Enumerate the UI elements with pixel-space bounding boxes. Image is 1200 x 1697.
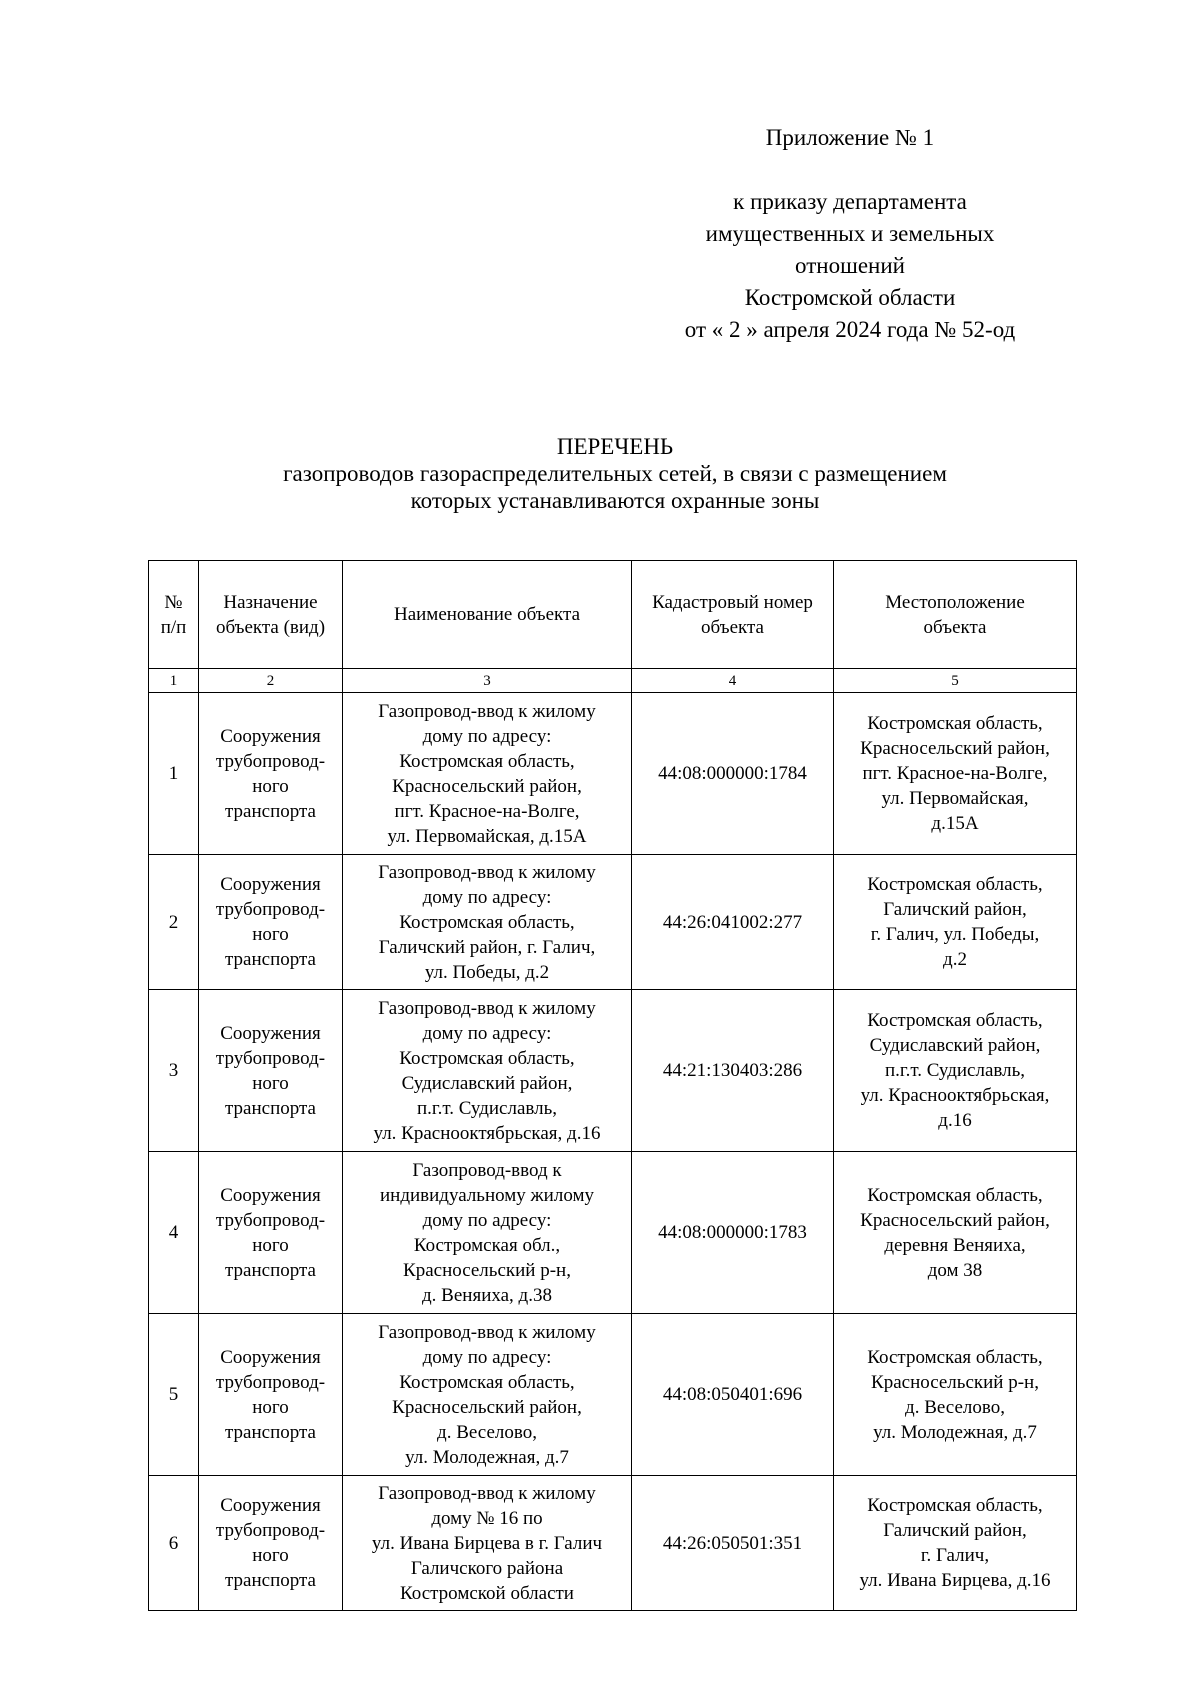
cell-line: Сооружения (220, 1184, 321, 1206)
row-number: 1 (149, 693, 199, 855)
cell-line: п.г.т. Судиславль, (417, 1097, 557, 1119)
header-line: объекта (701, 616, 764, 638)
cell-line: Газопровод-ввод к жилому (378, 1321, 596, 1343)
column-number: 1 (149, 669, 199, 693)
cell-line: Галичский район, (883, 1520, 1027, 1541)
cell-line: Газопровод-ввод к (412, 1159, 562, 1181)
cadastral-number: 44:08:000000:1784 (632, 693, 834, 855)
cell-line: Костромская область, (399, 1371, 575, 1393)
cell-line: п.г.т. Судиславль, (885, 1060, 1025, 1081)
appendix-line: к приказу департамента (733, 189, 967, 214)
cell-line: ул. Победы, д.2 (424, 961, 550, 983)
column-number: 2 (199, 669, 343, 693)
cell-line: ул. Первомайская, д.15А (387, 825, 587, 847)
object-name (343, 1152, 632, 1314)
header-purpose (199, 561, 343, 669)
cell-line: Красносельский район, (392, 775, 582, 797)
cadastral-number: 44:21:130403:286 (632, 990, 834, 1152)
cell-line: Сооружения (220, 1346, 321, 1368)
document-title: ПЕРЕЧЕНЬ (556, 434, 674, 459)
cell-line: Газопровод-ввод к жилому (378, 997, 596, 1019)
pipeline-table (148, 560, 1077, 1611)
appendix-line: от « 2 » апреля 2024 года № 52-од (684, 317, 1016, 342)
document-subtitle (150, 460, 1080, 514)
header-line: Наименование объекта (393, 604, 581, 625)
appendix-line: имущественных и земельных (705, 221, 995, 246)
cell-line: Сооружения (220, 725, 321, 747)
cell-line: Красносельский район, (860, 1209, 1050, 1231)
cell-line: транспорта (225, 949, 316, 970)
header-line: п/п (160, 616, 187, 638)
cell-line: дому по адресу: (422, 1022, 552, 1044)
header-location (834, 561, 1077, 669)
cell-line: Газопровод-ввод к жилому (378, 700, 596, 722)
cell-line: пгт. Красное-на-Волге, (862, 763, 1048, 784)
cell-line: ного (252, 1072, 289, 1094)
cell-line: Костромская область, (399, 750, 575, 772)
table-row (149, 1152, 1077, 1314)
cell-line: транспорта (225, 800, 316, 822)
cell-line: Сооружения (220, 874, 321, 895)
cell-line: Красносельский район, (860, 738, 1050, 759)
appendix-line: Костромской области (744, 285, 956, 310)
cell-line: Костромской области (400, 1582, 574, 1604)
object-name (343, 990, 632, 1152)
cell-line: д.15А (931, 813, 979, 834)
cell-line: ного (252, 1234, 289, 1256)
row-number: 3 (149, 990, 199, 1152)
cell-line: Газопровод-ввод к жилому (378, 861, 596, 883)
appendix-block (600, 122, 1100, 346)
cell-line: транспорта (225, 1259, 316, 1281)
object-purpose (199, 693, 343, 855)
cell-line: ного (252, 924, 289, 945)
cell-line: Костромская область, (867, 874, 1043, 895)
cell-line: ул. Первомайская, (881, 788, 1029, 809)
cell-line: дому по адресу: (422, 886, 552, 908)
cell-line: трубопровод- (215, 1209, 326, 1231)
cadastral-number: 44:08:050401:696 (632, 1314, 834, 1476)
object-purpose (199, 990, 343, 1152)
cell-line: дому по адресу: (422, 725, 552, 747)
object-purpose (199, 855, 343, 990)
header-line: № (164, 591, 183, 613)
subtitle-line: которых устанавливаются охранные зоны (410, 488, 820, 513)
cell-line: г. Галич, (920, 1545, 990, 1566)
cell-line: Судиславский район, (869, 1035, 1041, 1056)
cell-line: ул. Краснооктябрьская, (860, 1085, 1050, 1106)
cell-line: дому № 16 по (431, 1507, 543, 1529)
header-line: объекта (923, 616, 987, 638)
object-name (343, 693, 632, 855)
cell-line: Костромская область, (399, 911, 575, 933)
table-body (149, 669, 1077, 1611)
cell-line: д.2 (943, 949, 967, 970)
cell-line: Сооружения (220, 1022, 321, 1044)
cell-line: Костромская область, (867, 1010, 1043, 1031)
header-number (149, 561, 199, 669)
cell-line: Красносельский р-н, (871, 1371, 1039, 1393)
column-number: 3 (343, 669, 632, 693)
cadastral-number: 44:26:050501:351 (632, 1476, 834, 1611)
document-heading (150, 433, 1080, 514)
cell-line: транспорта (225, 1097, 316, 1119)
appendix-order-reference (600, 186, 1100, 346)
cell-line: д. Веселово, (437, 1421, 537, 1443)
object-name (343, 855, 632, 990)
cell-line: трубопровод- (215, 1047, 326, 1069)
cell-line: дому по адресу: (422, 1346, 552, 1368)
cell-line: трубопровод- (215, 1520, 326, 1541)
table-row (149, 1314, 1077, 1476)
row-number: 2 (149, 855, 199, 990)
object-location (834, 1152, 1077, 1314)
header-line: Назначение (223, 591, 318, 613)
header-name (343, 561, 632, 669)
row-number: 4 (149, 1152, 199, 1314)
cadastral-number: 44:26:041002:277 (632, 855, 834, 990)
table-row (149, 693, 1077, 855)
header-line: Местоположение (885, 591, 1025, 613)
cell-line: д. Веняиха, д.38 (422, 1284, 552, 1306)
cell-line: ул. Ивана Бирцева, д.16 (859, 1570, 1051, 1591)
column-number: 4 (632, 669, 834, 693)
cell-line: Костромская область, (867, 1495, 1043, 1516)
table-header-row (149, 561, 1077, 669)
cell-line: г. Галич, ул. Победы, (870, 924, 1040, 945)
cell-line: индивидуальному жилому (380, 1184, 594, 1206)
cell-line: Костромская область, (867, 1346, 1043, 1368)
table-row (149, 1476, 1077, 1611)
cell-line: дому по адресу: (422, 1209, 552, 1231)
header-cadastral (632, 561, 834, 669)
cell-line: Костромская область, (867, 713, 1043, 734)
object-purpose (199, 1476, 343, 1611)
cell-line: ного (252, 775, 289, 797)
appendix-line: отношений (795, 253, 905, 278)
cell-line: дом 38 (927, 1259, 983, 1281)
object-location (834, 990, 1077, 1152)
cell-line: Судиславский район, (401, 1072, 573, 1094)
cell-line: трубопровод- (215, 1371, 326, 1393)
cell-line: трубопровод- (215, 899, 326, 920)
table-row (149, 990, 1077, 1152)
cell-line: транспорта (225, 1570, 316, 1591)
cell-line: Галичский район, г. Галич, (378, 936, 596, 958)
header-line: объекта (вид) (215, 616, 326, 638)
table-row (149, 855, 1077, 990)
object-location (834, 693, 1077, 855)
cell-line: трубопровод- (215, 750, 326, 772)
cell-line: пгт. Красное-на-Волге, (394, 800, 580, 822)
cell-line: ул. Краснооктябрьская, д.16 (373, 1122, 601, 1144)
object-location (834, 1476, 1077, 1611)
row-number: 6 (149, 1476, 199, 1611)
cell-line: Сооружения (220, 1495, 321, 1516)
cell-line: Костромская область, (399, 1047, 575, 1069)
cell-line: Газопровод-ввод к жилому (378, 1482, 596, 1504)
cell-line: Красносельский р-н, (403, 1259, 571, 1281)
object-name (343, 1314, 632, 1476)
cell-line: деревня Веняиха, (884, 1234, 1026, 1256)
cell-line: Галичского района (410, 1557, 564, 1579)
cell-line: ул. Молодежная, д.7 (405, 1446, 569, 1468)
object-purpose (199, 1314, 343, 1476)
cell-line: д.16 (938, 1110, 972, 1131)
cell-line: Костромская обл., (413, 1234, 561, 1256)
header-line: Кадастровый номер (652, 591, 813, 613)
subtitle-line: газопроводов газораспределительных сетей, в связи с размещением (283, 461, 947, 486)
cell-line: д. Веселово, (905, 1396, 1005, 1418)
appendix-title: Приложение № 1 (765, 125, 935, 150)
cell-line: Галичский район, (883, 899, 1027, 920)
object-purpose (199, 1152, 343, 1314)
row-number: 5 (149, 1314, 199, 1476)
object-location (834, 1314, 1077, 1476)
cadastral-number: 44:08:000000:1783 (632, 1152, 834, 1314)
cell-line: транспорта (225, 1421, 316, 1443)
column-number-row (149, 669, 1077, 693)
cell-line: ул. Молодежная, д.7 (873, 1421, 1037, 1443)
object-name (343, 1476, 632, 1611)
object-location (834, 855, 1077, 990)
cell-line: ного (252, 1396, 289, 1418)
cell-line: ул. Ивана Бирцева в г. Галич (371, 1532, 603, 1554)
cell-line: Костромская область, (867, 1184, 1043, 1206)
column-number: 5 (834, 669, 1077, 693)
cell-line: Красносельский район, (392, 1396, 582, 1418)
cell-line: ного (252, 1545, 289, 1566)
